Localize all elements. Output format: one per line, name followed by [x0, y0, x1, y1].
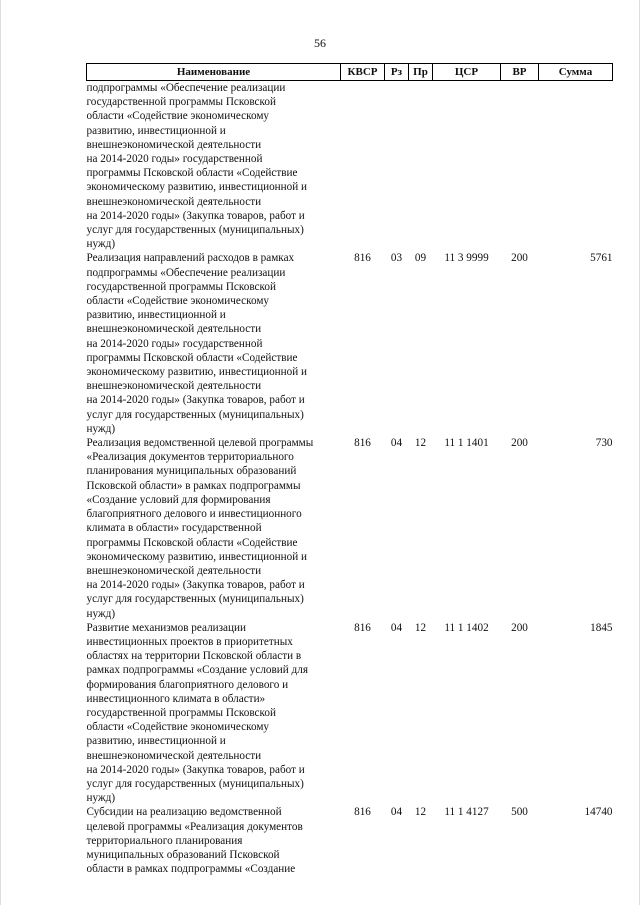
row-rz — [385, 81, 409, 252]
row-vr: 200 — [511, 621, 528, 634]
row-rz: 04 — [390, 437, 403, 450]
row-pr: 09 — [414, 252, 427, 265]
row-name: Реализация направлений расходов в рамках подпрограммы «Обеспечение реализации государственной программы Псковской области «Содействие экономическому развитию, инвестиционной и внешнеэкономической деятельности на 2014-2020 годы» государственной программы Псковской области «Содействие экономическому развитию, инвестиционной и внешнеэкономической деятельности на 2014-2020 годы» (Закупка товаров, работ и услуг для государственных (муниципальных) нужд) — [86, 252, 308, 435]
row-kvsr: 816 — [354, 252, 371, 265]
row-kvsr: 816 — [354, 621, 371, 634]
row-name: подпрограммы «Обеспечение реализации государственной программы Псковской области «Содействие экономическому развитию, инвестиционной и внешнеэкономической деятельности на 2014-2020 годы» государственной программы Псковской области «Содействие экономическому развитию, инвестиционной и внешнеэкономической деятельности на 2014-2020 годы» (Закупка товаров, работ и услуг для государственных (муниципальных) нужд) — [86, 82, 308, 251]
scan-edge-left — [0, 0, 1, 905]
row-csr: 11 1 1402 — [444, 621, 489, 634]
row-sum: 730 — [595, 437, 613, 450]
header-vr: ВР — [501, 64, 539, 81]
row-kvsr — [341, 81, 385, 252]
row-kvsr: 816 — [354, 437, 371, 450]
row-vr: 500 — [511, 806, 528, 819]
row-kvsr: 816 — [354, 806, 371, 819]
row-csr — [433, 81, 501, 252]
row-sum — [539, 81, 613, 252]
row-pr — [409, 81, 433, 252]
row-rz: 04 — [390, 806, 403, 819]
row-vr: 200 — [511, 437, 528, 450]
row-pr: 12 — [414, 437, 427, 450]
row-pr: 12 — [414, 806, 427, 819]
budget-table — [86, 63, 613, 876]
row-csr: 11 3 9999 — [444, 252, 489, 265]
table-row — [87, 436, 613, 621]
row-csr: 11 1 1401 — [444, 437, 489, 450]
table-header-row — [87, 64, 613, 81]
header-rz: Рз — [385, 64, 409, 81]
table-row — [87, 621, 613, 806]
table-row — [87, 81, 613, 252]
row-vr: 200 — [511, 252, 528, 265]
page-number: 56 — [314, 36, 326, 50]
header-name: Наименование — [87, 64, 341, 81]
header-sum: Сумма — [539, 64, 613, 81]
row-sum: 1845 — [590, 621, 613, 634]
row-rz: 03 — [390, 252, 403, 265]
row-rz: 04 — [390, 621, 403, 634]
row-pr: 12 — [414, 621, 427, 634]
row-name: Развитие механизмов реализации инвестиционных проектов в приоритетных областях на территории Псковской области в рамках подпрограммы «Создание условий для формирования благоприятного делового и инвестиционного климата в области» государственной программы Псковской области «Содействие экономическому развитию, инвестиционной и внешнеэкономической деятельности на 2014-2020 годы» (Закупка товаров, работ и услуг для государственных (муниципальных) нужд) — [86, 621, 308, 805]
header-csr: ЦСР — [433, 64, 501, 81]
row-sum: 5761 — [590, 252, 613, 265]
header-pr: Пр — [409, 64, 433, 81]
table-row — [87, 251, 613, 436]
row-name: Субсидии на реализацию ведомственной целевой программы «Реализация документов территориального планирования муниципальных образований Псковской области в рамках подпрограммы «Создание — [86, 806, 303, 876]
header-kvsr: КВСР — [341, 64, 385, 81]
table-row — [87, 805, 613, 876]
row-vr — [501, 81, 539, 252]
row-sum: 14740 — [584, 806, 613, 819]
row-csr: 11 1 4127 — [444, 806, 489, 819]
row-name: Реализация ведомственной целевой программы «Реализация документов территориального планирования муниципальных образований Псковской области» в рамках подпрограммы «Создание условий для формирования благоприятного делового и инвестиционного климата в области» государственной программы Псковской области «Содействие экономическому развитию, инвестиционной и внешнеэкономической деятельности на 2014-2020 годы» (Закупка товаров, работ и услуг для государственных (муниципальных) нужд) — [86, 437, 314, 620]
